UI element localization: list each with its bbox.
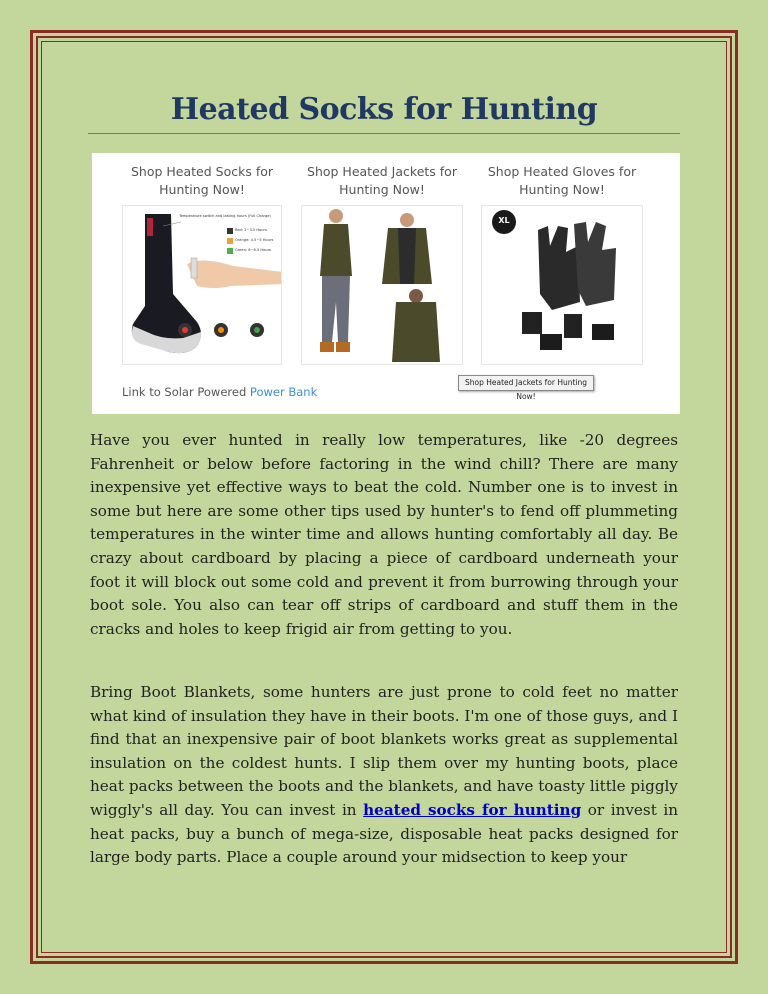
paragraph-1: Have you ever hunted in really low temperatures, like -20 degrees Fahrenheit or below before factoring in the wind chill? There are many inexpensive yet effective ways to beat the cold. Number one is to invest in some but here are some other tips used by hunter's to fend off plummeting temperatures in the winter time and allows hunting comfortably all day. Be crazy about cardboard by placing a piece of cardboard underneath your foot it will block out some cold and prevent it from burrowing through your boot sole. You also can tear off strips of cardboard and stuff them in the cracks and holes to keep frigid air from getting to you. [90, 431, 678, 638]
solar-link-prefix: Link to Solar Powered [122, 385, 250, 399]
heated-socks-link[interactable]: heated socks for hunting [363, 800, 582, 819]
gloves-caption[interactable]: Shop Heated Gloves for Hunting Now! [487, 164, 637, 197]
page-title: Heated Socks for Hunting [170, 92, 598, 127]
product-banner[interactable] [92, 153, 680, 414]
heated-gloves-image[interactable] [481, 205, 643, 365]
paragraph-2-text-before: Bring Boot Blankets, some hunters are just prone to cold feet no matter what kind of insulation they have in their boots. I'm one of those guys, and I find that an inexpensive pair of boot blankets works great as supplemental insulation on the coldest hunts. I slip them over my hunting boots, place heat packs between the boots and the blankets, and have toasty little piggly wiggly's all day. You can invest in [90, 683, 678, 819]
jacket-illustration [302, 206, 463, 365]
shop-jackets-button[interactable]: Shop Heated Jackets for Hunting Now! [458, 375, 594, 391]
paragraph-2 [90, 681, 678, 870]
gloves-illustration [482, 206, 643, 365]
sock-label-green: Green: 6~6.5 Hours [235, 248, 271, 252]
heated-socks-image[interactable] [122, 205, 282, 365]
socks-caption[interactable]: Shop Heated Socks for Hunting Now! [130, 164, 274, 197]
xl-badge: XL [498, 216, 510, 225]
sock-label-orange: Orange: 4.5~5 Hours [235, 238, 274, 242]
heated-jackets-image[interactable] [301, 205, 463, 365]
solar-link-row [122, 385, 317, 399]
jackets-caption[interactable]: Shop Heated Jackets for Hunting Now! [307, 164, 457, 197]
paragraph-2-text-after: or invest in heat packs, buy a bunch of mega-size, disposable heat packs designed for large body parts. Place a couple around your midsection to keep your [90, 800, 678, 867]
sock-label-title: Temperature switch and lasting hours (Full Charge) [179, 214, 271, 218]
title-underline [88, 133, 680, 134]
sock-label-red: Red: 2~3.5 Hours [235, 228, 267, 232]
power-bank-link[interactable]: Power Bank [249, 385, 318, 399]
